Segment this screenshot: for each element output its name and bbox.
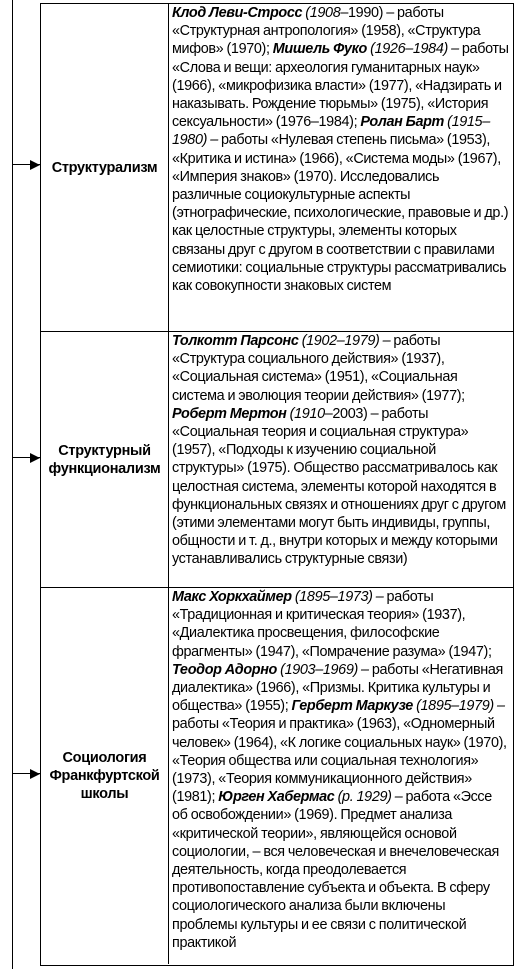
description-segment: работы «Традиционная и критическая теория» (1937), «Диалектика просвещения, философские фрагменты» (1947), «Помрачение разума» (1947);: [172, 589, 492, 660]
arrow-icon: [12, 164, 40, 165]
school-description: [169, 4, 513, 331]
arrow-icon: [12, 773, 40, 774]
description-segment: работы «Нулевая степень письма» (1953), «Критика и истина» (1966), «Система моды» (1967), «Империя знаков» (1970). Исследовались различные социокультурные аспекты (этнографические, психологические, правовые и др.) как целостные структуры, элементы которых связаны друг с другом в соответствии с правилами семиотики: социальные структуры рассматривались как совокупности знаковых систем: [172, 132, 509, 295]
description-segment: работы «Негативная диалектика» (1966), «Призмы. Критика культуры и общества» (1955);: [172, 661, 503, 715]
arrow-icon: [12, 457, 40, 458]
description-segment: работы «Теория и практика» (1963), «Одномерный человек» (1964), «К логике социальных наук» (1970), «Теория общества или социальная технология» (1973), «Теория коммуникационного действия» (1981);: [172, 716, 507, 806]
school-name-text: Структурный функционализм: [48, 442, 161, 477]
table-row-structuralism: [41, 4, 513, 331]
description-text: [172, 332, 510, 569]
author-dates: (р. 1929) –: [334, 789, 403, 806]
author-dates: (1903–1969) –: [277, 661, 369, 678]
school-name: [41, 332, 169, 587]
description-segment: работа «Эссе об освобождении» (1969). Предмет анализа «критической теории», являющейся основой социологии, – вся человеческая и внечеловеческая деятельность, когда преодолевается противопоставление субъекта и объекта. В сферу социологического анализа были включены проблемы культуры и ее связи с политической практикой: [172, 789, 499, 951]
author-name: Клод Леви-Стросс: [172, 5, 303, 21]
author-dates: (1910: [286, 405, 325, 422]
description-segment: –1990) – работы «Структурная антропология» (1958), «Структура мифов» (1970);: [172, 5, 481, 58]
school-name: [41, 4, 169, 331]
table-row-frankfurt-school: [41, 587, 513, 964]
author-name: Ролан Барт: [360, 114, 444, 131]
description-text: [172, 4, 510, 295]
author-name: Макс Хоркхаймер: [172, 589, 292, 605]
school-name-text: Структурализм: [51, 159, 158, 176]
author-name: Юрген Хабермас: [218, 789, 335, 806]
author-dates: (1895–1979) –: [412, 698, 505, 715]
description-segment: работы «Структура социального действия» (1937), «Социальная система» (1951), «Социальная система и эволюция теории действия» (1977);: [172, 333, 465, 404]
school-description: [169, 588, 513, 964]
description-text: [172, 588, 510, 952]
description-segment: работы «Слова и вещи: археология гуманитарных наук» (1966), «микрофизика власти» (1977), «Надзирать и наказывать. Рождение тюрьмы» (1975), «История сексуальности» (1976–1984);: [172, 41, 509, 131]
author-name: Роберт Мертон: [172, 405, 287, 422]
author-dates: (1902–1979) –: [298, 333, 391, 349]
author-name: Герберт Маркузе: [291, 698, 413, 715]
left-bracket-line: [12, 0, 13, 969]
author-name: Теодор Адорно: [172, 661, 277, 678]
author-dates: (1908: [302, 5, 341, 21]
author-name: Мишель Фуко: [272, 41, 368, 58]
description-segment: –2003) – работы «Социальная теория и социальная структура» (1957), «Подходы к изучению социальной структуры» (1975). Общество рассматривалось как целостная система, элементы которой находятся в функциональных связях и отношениях друг с другом (этими элементами могут быть индивиды, группы, общности и т. д., внутри которых и между которыми устанавливались структурные связи): [172, 405, 506, 568]
table-row-structural-functionalism: [41, 331, 513, 587]
school-name: [41, 588, 169, 964]
school-name-text: Социология Франкфуртской школы: [49, 750, 160, 802]
school-description: [169, 332, 513, 587]
author-dates: (1915–1980) –: [172, 114, 490, 149]
author-dates: (1895–1973) –: [291, 589, 384, 605]
author-dates: (1926–1984) –: [367, 41, 459, 58]
sociology-schools-table: [40, 3, 514, 966]
author-name: Толкотт Парсонс: [172, 333, 299, 349]
